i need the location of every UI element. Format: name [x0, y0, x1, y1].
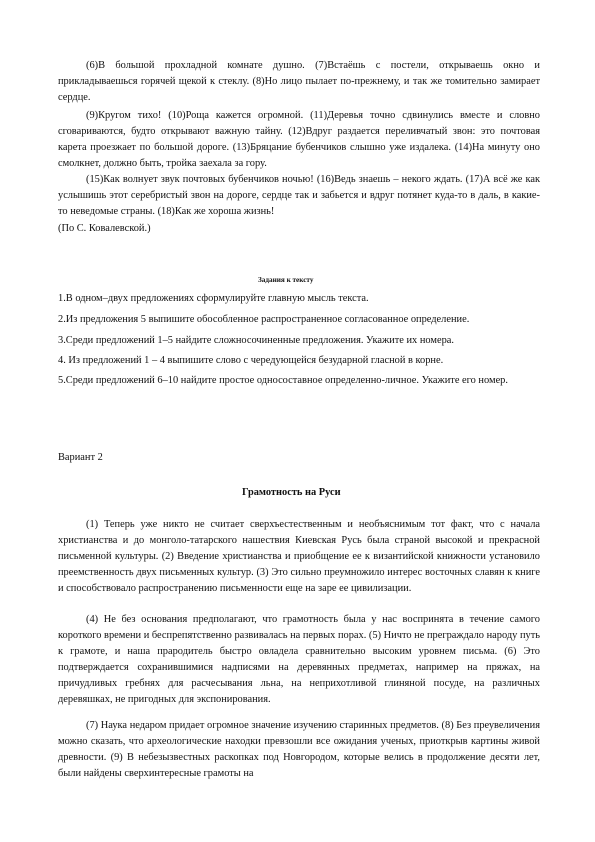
tasks-title: Задания к тексту: [258, 276, 314, 284]
variant-title: Грамотность на Руси: [242, 487, 341, 498]
variant-label: Вариант 2: [58, 452, 103, 463]
paragraph-9-14: (9)Кругом тихо! (10)Роща кажется огромной. (11)Деревья точно сдвинулись вместе и словно сговариваются, будто открывают важную тайну. (12)Вдруг раздается переливчатый звон: это почтовая карета проезжает по большой дороге. (13)Бряцание бубенчиков слышно уже издалека. (14)На минуту оно смолкнет, должно быть, тройка заехала за гору.: [58, 110, 540, 169]
task-item-4: 4. Из предложений 1 – 4 выпишите слово с чередующейся безударной гласной в корне.: [58, 355, 444, 366]
variant-paragraph-4-6: (4) Не без основания предполагают, что грамотность была у нас воспринята в течение самого короткого времени и беспрепятственно развивалась на первых порах. (5) Ничто не преграждало народу путь к грамоте, и наша прародитель быстро овладела сравнительно высоким уровнем письма. (6) Это подтверждается сохранившимися надписями на деревянных предметах, например на пряжах, на причудливых гребнях для расчесывания льна, на неприхотливой глиняной посуде, на различных деревяшках, не пригодных для экспонирования.: [58, 614, 540, 705]
attribution: (По С. Ковалевской.): [58, 223, 151, 234]
variant-paragraph-1-3: (1) Теперь уже никто не считает сверхъестественным и необъяснимым тот факт, что с начала христианства и до монголо-татарского нашествия Киевская Русь была страной высокой и прекрасной письменной культуры. (2) Введение христианства и приобщение ее к византийской книжности установило преемственность двух письменных культур. (3) Это сильно преумножило интерес восточных славян к книге и способствовало распространению письменности еще на заре ее цивилизации.: [58, 519, 540, 594]
variant-paragraph-7-9: (7) Наука недаром придает огромное значение изучению старинных предметов. (8) Без преувеличения можно сказать, что археологические находки превзошли все ожидания ученых, приоткрыв картины живой древности. (9) В небезызвестных раскопках под Новгородом, которые велись в продолжение десяти лет, были найдены сверхинтересные грамоты на: [58, 720, 540, 779]
task-item-2: 2.Из предложения 5 выпишите обособленное распространенное согласованное определение.: [58, 314, 470, 325]
task-item-1: 1.В одном–двух предложениях сформулируйте главную мысль текста.: [58, 293, 369, 304]
task-item-5: 5.Среди предложений 6–10 найдите простое односоставное определенно-личное. Укажите его номер.: [58, 375, 508, 386]
paragraph-6-8: (6)В большой прохладной комнате душно. (7)Встаёшь с постели, открываешь окно и прикладываешься горячей щекой к стеклу. (8)Но лицо пылает по-прежнему, и так же томительно замирает сердце.: [58, 60, 540, 103]
paragraph-15-18: (15)Как волнует звук почтовых бубенчиков ночью! (16)Ведь знаешь – некого ждать. (17)А всё же как услышишь этот серебристый звон на дороге, сердце так и забьется и вдруг потянет куда-то в даль, в какие-то неведомые страны. (18)Как же хороша жизнь!: [58, 174, 540, 217]
task-item-3: 3.Среди предложений 1–5 найдите сложносочиненные предложения. Укажите их номера.: [58, 335, 454, 346]
